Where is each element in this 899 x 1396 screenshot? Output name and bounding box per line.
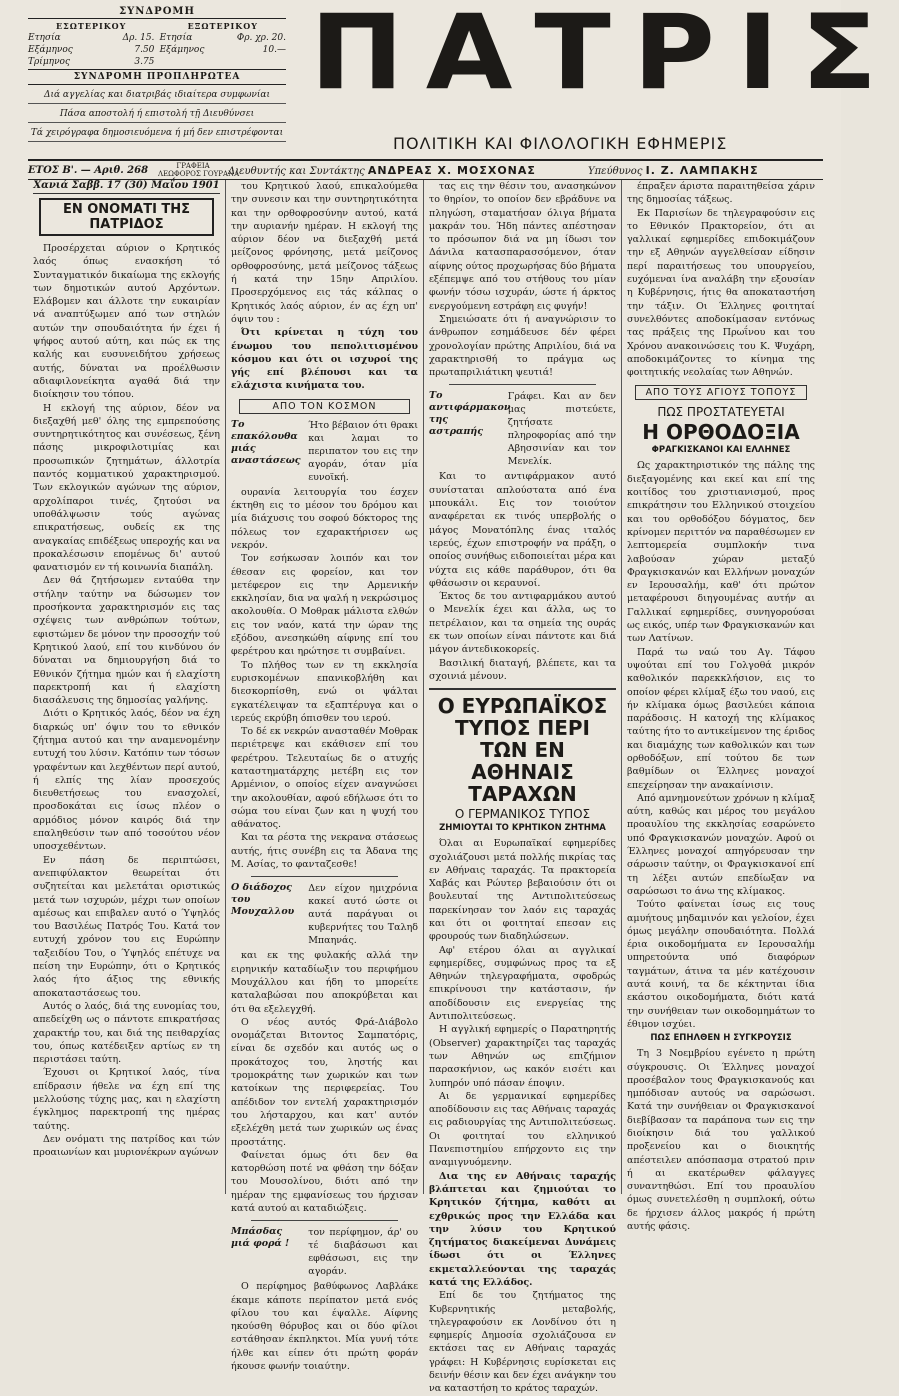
section-subheadline: ΠΩΣ ΠΡΟΣΤΑΤΕΥΕΤΑΙ bbox=[657, 405, 785, 420]
rate-row: Εξάμηνος 10.— bbox=[159, 45, 286, 55]
subscription-box bbox=[28, 6, 286, 142]
subheading bbox=[231, 882, 418, 947]
paragraph: Ως χαρακτηριστικόν της πάλης της διεξαγομένης και εκεί και επί της κοιτίδος του χριστιανισμού, προς επικράτησιν του Ελληνικού στοιχείου και του ορθοδόξου δόγματος, δεν κρίνομεν περιττόν να παραθέσωμεν εν λεπτομερεία συμπλοκήν τινα λαβούσαν χώραν μεταξύ Φραγκισκανών και Ελλήνων μοναχών εν Ιερουσαλήμ, καθ' ότι πρώτον μεταφέρουσι διηγουμένας αυτήν αι Γαλλικαί εφημερίδες, συνηγορούσαι ως εικός, υπέρ των Φραγκισκανών και των Λατίνων. bbox=[627, 460, 815, 645]
subheading-text: τον περίφημον, άρ' ου τέ διαβάσωσι και εφθάσωσι, εις την αγοράν. bbox=[308, 1227, 418, 1278]
divider bbox=[429, 688, 616, 690]
lead-headline: ΕΝ ΟΝΟΜΑΤΙ ΤΗΣ ΠΑΤΡΙΔΟΣ bbox=[39, 198, 214, 236]
paragraph: Προσέρχεται αύριον ο Κρητικός λαός όπως ενασκήση τό Συνταγματικόν δικαίωμα της εκλογής των δημοτικών αυτού Αρχόντων. Ελάβομεν και άλλοτε την ευκαιρίαν νά αναπτύξωμεν από των στηλών αυτών την σπουδαιότητα ήν έχει ή ψήφος αυτού αύτη, και πώς εκ της καλής και ευσυνειδήτου χρήσεως αυτής, δύναται να προέλθωσιν αδιαφιλονείκητα αγαθά διά την διοίκησιν του τόπου. bbox=[33, 243, 220, 401]
notice-correspondence: Πάσα αποστολή ή επιστολή τῇ Διευθύνσει bbox=[28, 104, 286, 123]
paragraph: Η αγγλική εφημερίς ο Παρατηρητής (Observer) χαρακτηρίζει τας ταραχάς των Αθηνών ως επιζήμιον παρασκήνιον, ως κακόν εισέτι και λυπηρόν υπό πάσαν έποψιν. bbox=[429, 1024, 616, 1089]
paragraph: Εκ Παρισίων δε τηλεγραφούσιν εις το Εθνικόν Πρακτορείον, ότι αι γαλλικαί εφημερίδες επιδοκιμάζουν την εξ Αθηνών αγγελθείσαν είδησιν περί παραιτήσεως του υπουργείου, ευχόμεναι ίνα αναλάβη την εξουσίαν η Κυβέρνησις, ήτις θα αποκαταστήση την τάξιν. Οι Έλληνες φοιτηταί συνελθόντες αποδοκίμασαν εντόνως τας πράξεις της Πρωΐνου και του Χρόνου ανακοινώσεις του Κ. Ψυχάρη, αποδοκιμάζοντες το κίνημα της φοιτητικής νεολαίας των Αθηνών. bbox=[627, 207, 815, 379]
subscription-prepaid: ΣΥΝΔΡΟΜΗ ΠΡΟΠΛΗΡΩΤΕΑ bbox=[28, 70, 286, 85]
domestic-rates bbox=[28, 20, 154, 68]
paragraph: Και τα ρέστα της νεκρανα στάσεως αυτής, ήτις συνέβη εις τα Άδανα της Μ. Ασίας, το φανταζεσθε! bbox=[231, 832, 418, 871]
subheading bbox=[231, 1226, 418, 1278]
paragraph: Έχουσι οι Κρητικοί λαός, τίνα επίδρασιν ήθελε να έχη επί της μελλούσης τύχης μας, και η ελαχίστη έγκλημος παρεκτροπή της ημέρας ταύτης. bbox=[33, 1067, 220, 1132]
paragraph: Δεν ονόματι της πατρίδος και τών προαιωνίων και μυριονέκρων αγώνων bbox=[33, 1133, 220, 1159]
issue-info-bar bbox=[28, 159, 823, 180]
paragraph: Έκτος δε του αντιφαρμάκου αυτού ο Μενελίκ έχει και άλλα, ως το πετρέλαιον, και τα σημεία της ουράς εκ των οποίων είναι πάντοτε και διά μάγον άντεδικοκορείς. bbox=[429, 591, 616, 656]
paragraph: Η εκλογή της αύριον, δέον να διεξαχθή μεθ' όλης της εμπρεπούσης συντηρητικότητος και συνέσεως, ξένη πάσης μικροφιλοτιμίας και προσωπικών ζητημάτων, άλλοτρία παντός κομματικού χαρακτηρισμού. Των εκλογικών αγώνων της αύριον, αρχολίπαροι τινές, ζητούσι να υποθάλψωσιν τούς αγώνας επικρατήσεως, ουδείς εκ της αναγκαίας επιδέξεως υπεροχής και να προκαλέσωσιν επομένως δι' αυτού φανατισμόν εν τή κοινωνία διαπάλη. bbox=[33, 402, 220, 574]
column-3 bbox=[424, 180, 622, 1395]
dateline: Χανιά Σαββ. 17 (30) Μαΐου 1901 bbox=[33, 180, 220, 194]
rate-row: Ετησία Φρ. χρ. 20. bbox=[159, 33, 286, 43]
paragraph: Δεν θά ζητήσωμεν ενταύθα την στήλην ταύτην να δώσωμεν τον προσήκοντα χαρακτηρισμόν εις τας σχέψεις των ανθρώπων τούτων, εφιστώμεν δε μόνον την προσοχήν τού Κρητικού λαού, επί του κινδύνου όν δύναται να δημιουργήση διά το Εθνικόν ζήτημα ημών και ή ελαχίστη παρεκτροπή και ή ελαχίστη διασάλευσις της δημοσίας γαλήνης. bbox=[33, 575, 221, 707]
paragraph: Το πλήθος των εν τη εκκλησία ευρισκομένων επανικοβλήθη και διεσκορπίσθη, ενώ οι ψάλται εγκατέλειψαν τα εξαπτέρυγα και ο ιερεύς εκρύβη όπισθεν του ιερού. bbox=[231, 659, 418, 724]
newspaper-title: ΠΑΤΡΙΣ bbox=[310, 0, 899, 113]
column-2 bbox=[226, 180, 424, 1373]
paragraph: και εκ της φυλακής αλλά την ειρηνικήν καταδίωξιν του περιφήμου Μουχάλλου και ήδη το μπορείτε καταλαβώσαι που αποκρύβεται και ότι θα εξελεγχθή. bbox=[231, 950, 418, 1015]
article-columns bbox=[28, 180, 823, 1395]
subheading-title: Το αντιφάρμακον της αστραπής bbox=[429, 390, 511, 438]
subscription-heading: ΣΥΝΔΡΟΜΗ bbox=[28, 6, 286, 19]
paragraph: Επί δε του ζητήματος της Κυβερνητικής μεταβολής, τηλεγραφούσιν εκ Λονδίνου ότι η εφημερίς Δημοσία σχολιάζουσα εν εκτάσει τας εν Αθήναις ταραχάς γράφει: Η Κυβέρνησις ευρίσκεται εις δεινήν θέσιν και δεν έχει ανάγκην του να καταστήση το κράτος ταραχών. bbox=[429, 1290, 616, 1395]
foreign-rates bbox=[160, 20, 286, 68]
paragraph: Τον εσήκωσαν λοιπόν και τον έθεσαν εις φορείον, και τον μετέφερον εις την Αρμενικήν εκκλησίαν, δια να ψαλή η νεκρώσιμος ακολουθία. Ο Μοθρακ μάλιστα ελθών εις τον ναόν, κατά την ώραν της εξόδου, ανεσηκώθη αίφνης επί του φερέτρου και ηρώτησε τι συμβαίνει. bbox=[231, 553, 418, 658]
director-name: ΑΝΔΡΕΑΣ Χ. ΜΟΣΧΟΝΑΣ bbox=[367, 163, 536, 177]
section-kicker: ΠΩΣ ΕΠΗΛΘΕΝ Η ΣΥΓΚΡΟΥΣΙΣ bbox=[650, 1033, 792, 1044]
rate-row: Εξάμηνος 7.50 bbox=[28, 45, 155, 55]
section-headline: Η ΟΡΘΟΔΟΞΙΑ bbox=[642, 420, 800, 445]
paragraph: Δια της εν Αθήναις ταραχής βλάπτεται και ζημιούται το Κρητικόν ζήτημα, καθότι αι εχθρικώς προς την Ελλάδα και την λύσιν του Κρητικού ζητήματος διακείμεναι Δυνάμεις ίδωσι ότι οι Έλληνες εκμεταλλεύονται της ταραχάς κατά της Ελλάδος. bbox=[429, 1170, 616, 1288]
section-heading: ΑΠΟ ΤΟΝ ΚΟΣΜΟΝ bbox=[239, 399, 410, 414]
paragraph: Εν πάση δε περιπτώσει, ανεπιφύλακτον θεωρείται ότι συζητείται και μελετάται οριστικώς μετά των ισχυρών, μέχρι των οποίων αμέσως και επιβαλεν αυτό ο Ύψηλός του Βασιλέως Πατρός Του. Κατά τον ευτυχή χρόνον του εις Ευρώπην ταξειδίου Του, ο Ύψηλός επέτυχε να πείση την Ευρώπην, ότι ο Κρητικός λαός ήτο άξιος της εθνικής αποκαταστάσεως του. bbox=[33, 854, 220, 999]
paragraph: Αφ' ετέρου όλαι αι αγγλικαί εφημερίδες, συμφώνως προς τα εξ Αθηνών τηλεγραφήματα, σφοδρώς επικρίνουσι την κατάστασιν, ήν αποδίδουσιν εις ενεργείας της Αντιπολιτεύσεως. bbox=[429, 944, 616, 1023]
subheading bbox=[231, 419, 418, 484]
paragraph: Αι δε γερμανικαί εφημερίδες αποδίδουσιν εις τας Αθήναις ταραχάς εις ραδιουργίας της Αντιπολιτεύσεως. Οι φοιτηταί του ελληνικού Πανεπιστημίου επήρχοντο εις την αναμιγνυόμενην. bbox=[429, 1090, 616, 1169]
responsible-editor: Υπεύθυνος Ι. Ζ. ΛΑΜΠΑΚΗΣ bbox=[588, 163, 759, 177]
subheading-text: Ήτο βέβαιον ότι θρακι και λαμαι το περιπατον του εις την αγοράν, όταν μία ευνοϊκή. bbox=[308, 419, 418, 483]
paragraph: Ο νέος αυτός Φρά-Διάβολο ονομάζεται Βιτοντος Σαμπατόρις, είναι δε σχεδόν και αυτός ως ο προκάτοχος του, ληστής και τρομοκράτης των χωρικών και των κατοίκων της περιφερείας. Του απέδιδον τον εντελή χαρακτηρισμόν του λήσταρχου, και κατ' αυτόν εξελέχθη μετά των χωρικών ως ένας προστάτης. bbox=[231, 1016, 418, 1148]
paragraph: Φαίνεται όμως ότι δεν θα κατορθώση ποτέ να φθάση την δόξαν του Μουσολίνου, διότι από την ημέραν της εμφανίσεως του ήρχισαν κατά αυτού αι καταδιώξεις. bbox=[231, 1149, 418, 1214]
paragraph: Παρά τω ναώ του Αγ. Τάφου υψούται επί του Γολγοθά μικρόν καθολικόν παρεκκλήσιον, εις το οποίον φέρει κλίμαξ έξω του ναού, εις ήν κλίμακα όμως βασιλεύει κάποια παράδοσις. Η κατοχή της κλίμακος ταύτης ήτο το αντικείμενον της έριδος και διαμάχης των καθολικών και των ορθοδόξων, επί τούτου δε των βαθμίδων οι Έλληνες μοναχοί επεχείρησαν την ανακαίνισιν. bbox=[627, 646, 815, 791]
notice-manuscripts: Τά χειρόγραφα δημοσιευόμενα ή μή δεν επιστρέφονται bbox=[28, 123, 286, 142]
responsible-name: Ι. Ζ. ΛΑΜΠΑΚΗΣ bbox=[645, 163, 759, 177]
paragraph: Σημειώσατε ότι ή αναγνώρισιν το άνθρωπον εσημάδευσε δέν φέρει χρονολογίαν πρώτης Απριλίου, διά να χαρακτηρισθή το πράγμα ως πρωταπριλιάτικη ψευτιά! bbox=[429, 313, 616, 379]
subheading-title: Το επακόλουθα μιάς αναστάσεως bbox=[231, 418, 301, 466]
paragraph: Όλαι αι Ευρωπαϊκαί εφημερίδες σχολιάζουσι μετά πολλής πικρίας τας εν Αθήναις ταραχάς. Τα πρακτορεία Χαβάς και Ρώυτερ βεβαιούσιν ότι οι βουλευταί της Αντιπολιτεύσεως παρεκίνησαν τον λαόν εις ταραχάς και ότι οι φοιτηταί επεσαν εις φρουρούς των διαδηλώσεων. bbox=[429, 838, 616, 943]
paragraph: Διότι ο Κρητικός λαός, δέον να έχη διαρκώς υπ' όψιν του το εθνικόν ζήτημα αυτού και την αναμενομένην ευτυχή του λύσιν. Κατόπιν των τόσων γραφέντων και λεχθέντων περί αυτού, ή ελπίς της λίαν προσεχούς διευθετήσεως του ενασχολεί, προσδοκάται εις ίσως πλέον ο αρμόδιος μόνον καιρός διά την επαληθεύσιν των από τοσούτου νέον υποσχεθέντων. bbox=[33, 708, 220, 853]
rate-row: Ετησία Δρ. 15. bbox=[28, 33, 155, 43]
subheading-text: Δεν είχον ημιχρόνια κακεί αυτό ώστε οι αυτά παράγυαι οι κυβερνήτες του Ταληδ Μπαηνάς. bbox=[308, 883, 418, 947]
paragraph: Το δέ εκ νεκρών ανασταθέν Μοθρακ περιέτρεψε και εκάθισεν επί του φερέτρου. Τελευταίως δε ο ατυχής καταστηματάρχης μετέβη εις τον Αρμένιον, ο οποίος είχεν αναγνώσει την ακολουθίαν, αφού εδήλωσε ότι το σώμα του είναι ζων και η ψυχή του αθάνατος. bbox=[231, 726, 418, 831]
office-address: ΓΡΑΦΕΙΑ ΛΕΩΦΟΡΟΣ ΓΟΥΡΑΝΑ bbox=[158, 162, 240, 178]
subscription-rates bbox=[28, 19, 286, 70]
section-headline: Ο ΕΥΡΩΠΑΪΚΟΣ ΤΥΠΟΣ ΠΕΡΙ ΤΩΝ ΕΝ ΑΘΗΝΑΙΣ ΤΑΡΑΧΩΝ bbox=[437, 694, 608, 807]
paragraph: Βασιλική διαταγή, βλέπετε, και τα σχοινιά μένουν. bbox=[429, 657, 616, 682]
section-subheadline: Ο ΓΕΡΜΑΝΙΚΟΣ ΤΥΠΟΣ bbox=[454, 807, 591, 822]
section-kicker: ΖΗΜΙΟΥΤΑΙ ΤΟ ΚΡΗΤΙΚΟΝ ΖΗΤΗΜΑ bbox=[439, 823, 606, 834]
subheading-text: Γράφει. Και αν δεν μας πιστεύετε, ζητήσατε πληροφορίας από την Αβησσινίαν και τον Μενελίκ. bbox=[507, 391, 616, 468]
paragraph: Αυτός ο λαός, διά της ευνομίας του, απεδείχθη ως ο πάντοτε επικρατήσας χαρακτήρ του, και διά της πειθαρχίας του, όπως κατέδειξεν αρτίως εν τη περιστάσει ταύτη. bbox=[33, 1000, 220, 1066]
subheading bbox=[429, 390, 616, 468]
section-kicker: ΦΡΑΓΚΙΣΚΑΝΟΙ ΚΑΙ ΕΛΛΗΝΕΣ bbox=[651, 445, 791, 456]
domestic-title: ΕΣΩΤΕΡΙΚΟΥ bbox=[56, 21, 127, 31]
subheading-title: Ο διάδοχος του Μουχαλλου bbox=[231, 882, 295, 918]
notice-ads: Διά αγγελίας και διατριβάς ιδιαίτερα συμφωνίαι bbox=[28, 85, 286, 104]
section-heading: ΑΠΟ ΤΟΥΣ ΑΓΙΟΥΣ ΤΟΠΟΥΣ bbox=[635, 385, 807, 400]
rate-row: Τρίμηνος 3.75 bbox=[28, 57, 155, 67]
paragraph: Και το αντιφάρμακον αυτό συνίσταται απλούστατα από ένα μπουκάλι. Εις τον τοιούτον αναφέρεται εκ τινός υπερβολής ο μάγος Μονατόπλης ένας ιταλός ιερεύς, έχων επιστροφήν να πράξη, ο οποίος συνήθως ειδοποιείται μέρα και νύχτα εις κάθε παράθυρον, ότι θα φθάσωσιν οι κεραυνοί. bbox=[429, 471, 616, 589]
masthead bbox=[28, 0, 899, 178]
paragraph: τας εις την θέσιν του, ανασηκώνον το θηρίον, το οποίον δεν εβράδυνε να πληγώση, σταματήσαν όλιγα βήματα μακράν του. Ήδη πάντες απέστησαν το πρόσωπον διά να μη ίδωσι τον Δάνιλα κατασπαρασσόμενον, όταν αίφνης ούτος προχωρήσας δύο βήματα εξέπεμψε από του στήθους του μίαν φωνήν τόσω ισχυράν, ώστε ή άρκτος ενεργούμενη εστράφη εις φυγήν! bbox=[429, 181, 616, 312]
paragraph: ουρανία λειτουργία του έσχεν έκτηθη εις το μέσον του δρόμου και μία διάχυσις του σοφού δόκτορος της πόλεως τον εχαρακτήρισεν ως νεκρόν. bbox=[231, 486, 418, 551]
paragraph: του Κρητικού λαού, επικαλούμεθα την συνεσιν και την συντηρητικότητα και την ορθοφροσύνην αυτού, κατά την αυριανήν ημέραν. Η εκλογή της αύριον δέον να διεξαχθή μετά μείζονος φρόνησης, μετά μείζονος ορθοφροσύνης, μετά μείζονος τάξεως ή κατά την 15ην Απριλίου. Προσερχόμενος εις τάς κάλπας ο Κρητικός λαός αύριον, έν ας έχη υπ' όψιν του : bbox=[231, 181, 418, 325]
newspaper-subtitle: ΠΟΛΙΤΙΚΗ ΚΑΙ ΦΙΛΟΛΟΓΙΚΗ ΕΦΗΜΕΡΙΣ bbox=[393, 134, 728, 153]
column-4 bbox=[622, 180, 820, 1233]
issue-number: ΕΤΟΣ Β'. — Αριθ. 268 bbox=[28, 164, 149, 176]
divider bbox=[251, 876, 398, 877]
director: Διευθυντής και Συντάκτης ΑΝΔΡΕΑΣ Χ. ΜΟΣΧΟΝΑΣ bbox=[228, 163, 536, 177]
paragraph: Τούτο φαίνεται ίσως εις τους αμυήτους μηδαμινόν και γελοίον, έχει όμως μεγάλην σπουδαιότητα. Πολλά έρια οικοδομήματα εν Ιερουσαλήμ υπηρετούντα υπό διαφόρων ταγμάτων, άτινα τα μέν κατέχουσιν αυτά κοινή, τα δε κέκτηνται ίδια εκάστου οικοδομήματα, διότι κατά την συνήθειαν των οικοδομημάτων το έθιμον ισχύει. bbox=[627, 899, 815, 1030]
column-1 bbox=[28, 180, 226, 1194]
foreign-title: ΕΞΩΤΕΡΙΚΟΥ bbox=[187, 21, 258, 31]
paragraph: Ο περίφημος βαθύφωνος Λαβλάκε έκαμε κάποτε περίπατον μετά ενός φίλου του και έψαλλε. Αίφνης ηκούσθη θόρυβος και οι δύο φίλοι εστάθησαν έκπληκτοι. Μία γυνή τότε ήλθε και είπεν ότι πρώτη φοράν ήκουσε φωνήν τοιαύτην. bbox=[231, 1281, 418, 1373]
divider bbox=[449, 384, 596, 385]
paragraph: Από αμνημονεύτων χρόνων η κλίμαξ αύτη, καθώς και μέρος του μεγάλου προαυλίου της εκκλησίας εσαρώνετο υπό Φραγκισκανών μοναχών. Αφού οι Έλληνες μοναχοί απηγόρευσαν την σάρωσιν ταύτην, οι Φραγκισκανοί επί τη λέξει αυτών επεδίωξαν να σαρώσωσι το άνω της κλίμακος. bbox=[627, 792, 815, 897]
quote: Ότι κρίνεται η τύχη του ένωμου του πεπολιτισμένου κόσμου και ότι οι ισχυροί της γής επί βλέπουσι και τα ελάχιστα κινήματα του. bbox=[231, 327, 418, 392]
paragraph: Τη 3 Νοεμβρίου εγένετο η πρώτη σύγκρουσις. Οι Έλληνες μοναχοί προσέβαλον τους Φραγκισκανούς και ημπόδισαν αυτούς να σαρώσωσι. Κατά την συνήθειαν οι Φραγκισκανοί διεβίβασαν τα παράπονα των εις την διοίκησιν διά του γαλλικού προξενείου και ο διοικητής απέστειλεν απόσπασμα στρατού πριν ή αι εκατέρωθεν φάλαγγες συναντηθώσι. Επί του προαυλίου όμως συνετελέσθη η συμπλοκή, ούτω δε ήρχισεν άλλος μακρός ή πρώτη αυτής φάσις. bbox=[627, 1048, 815, 1233]
subheading-title: Μπάσδας μιά φορά ! bbox=[231, 1226, 290, 1250]
paragraph: έπραξεν άριστα παραιτηθείσα χάριν της δημοσίας τάξεως. bbox=[627, 181, 815, 206]
divider bbox=[251, 1220, 398, 1221]
